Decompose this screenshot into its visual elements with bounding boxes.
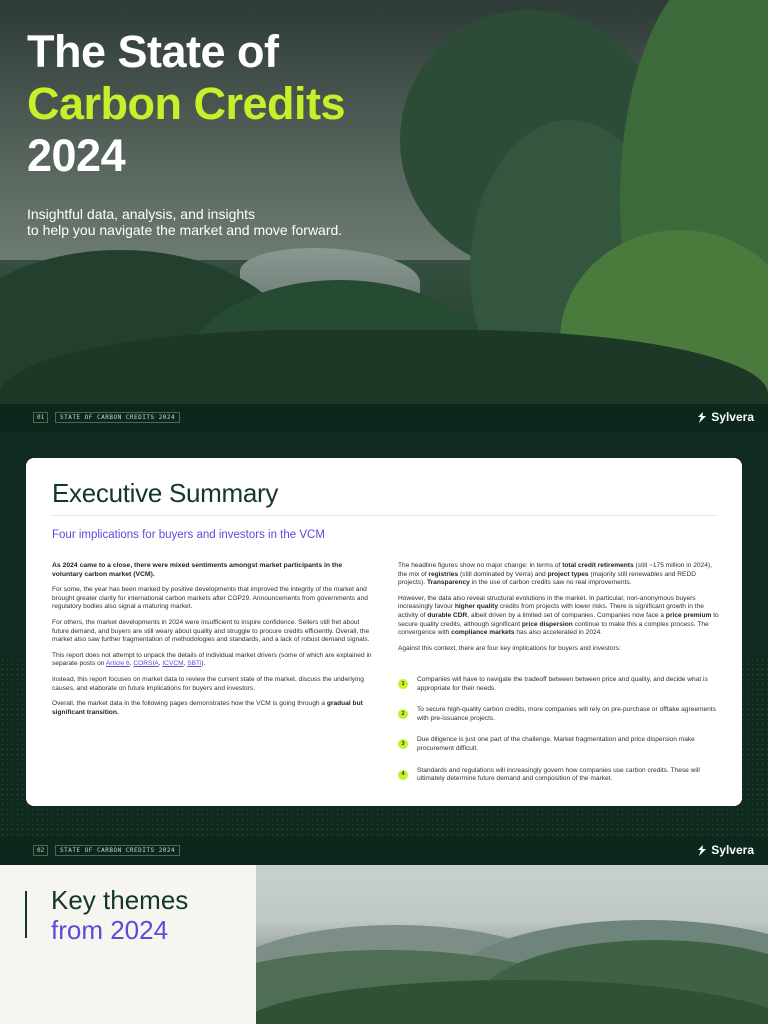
report-label: STATE OF CARBON CREDITS 2024 [55, 845, 180, 856]
implication-item [398, 706, 720, 723]
key-themes-page [0, 865, 768, 1024]
paragraph [52, 700, 372, 717]
cover-subtitle-line1: Insightful data, analysis, and insights [27, 206, 256, 222]
emphasis: gradual but significant transition. [52, 700, 363, 716]
implication-text: Due diligence is just one part of the challenge. Market fragmentation and price dispersion make procurement difficult. [417, 736, 695, 752]
text: (still dominated by Verra) and [458, 570, 548, 578]
text: This report does not attempt to unpack the details of individual market drivers (some of which are explained in separate posts on [52, 651, 372, 668]
text: has also accelerated in 2024. [514, 629, 603, 637]
brand-name: Sylvera [711, 843, 754, 857]
text: (still ~175 million in 2024), the mix of [398, 562, 712, 578]
number-badge: 3 [398, 739, 408, 749]
text: The headline figures show no major change: in terms of [398, 562, 563, 569]
page-number: 02 [33, 845, 48, 856]
executive-summary-page [0, 432, 768, 837]
brand-name: Sylvera [711, 410, 754, 424]
implication-item [398, 676, 720, 693]
cover-subtitle [27, 206, 342, 238]
page-footer-2 [0, 837, 768, 865]
page-footer-1 [0, 404, 768, 432]
emphasis: higher quality [454, 603, 499, 611]
icvcm-link[interactable]: ICVCM [162, 660, 184, 668]
summary-left-column [52, 562, 372, 724]
themes-title-line2: from 2024 [51, 915, 169, 945]
summary-title: Executive Summary [52, 478, 279, 508]
implications-list [398, 676, 720, 797]
cover-title [27, 26, 345, 182]
emphasis: compliance markets [451, 629, 515, 637]
cover-title-line2: Carbon Credits [27, 78, 346, 129]
sylvera-logo-icon [696, 844, 708, 857]
brand-logo [696, 410, 754, 424]
paragraph: This report does not attempt to unpack the details of individual market drivers (some of which are explained in separate posts on Article 6, CORSIA, ICVCM, SBTi). [52, 651, 372, 668]
summary-card [26, 458, 742, 806]
article6-link[interactable]: Article 6 [105, 660, 130, 668]
themes-title-line1: Key themes [51, 885, 189, 915]
emphasis: Transparency [426, 579, 470, 587]
paragraph: Instead, this report focuses on market data to review the current state of the market, discuss the underlying causes, and elaborate on future implications for buyers and investors. [52, 675, 364, 692]
sbti-link[interactable]: SBTi [187, 660, 202, 668]
emphasis: registries [428, 570, 459, 578]
text: continue to make this a complex process. The convergence with [398, 620, 709, 637]
cover-title-line3: 2024 [27, 130, 126, 181]
text: (majority still renewables and REDD projects). [398, 570, 696, 587]
corsia-link[interactable]: CORSIA [133, 660, 159, 668]
summary-right-column [398, 562, 720, 660]
text: ). [201, 660, 206, 668]
emphasis: project types [547, 570, 589, 578]
brand-logo [696, 843, 754, 857]
accent-bar [25, 891, 27, 938]
implication-text: To secure high-quality carbon credits, more companies will rely on pre-purchase or offtake agreements with pre-issuance projects. [417, 706, 716, 722]
page-number: 01 [33, 412, 48, 423]
number-badge: 4 [398, 770, 408, 780]
cover-title-line1: The State of [27, 26, 279, 77]
mountain-forest-photo [256, 865, 768, 1024]
paragraph: Against this context, there are four key implications for buyers and investors: [398, 644, 621, 652]
text: credits from projects with lower risks. There is significant growth in the activity of [398, 603, 704, 619]
text: , albeit driven by a limited set of companies. Companies now face a [467, 611, 666, 619]
paragraph: For others, the market developments in 2024 were insufficient to inspire confidence. Sellers still fret about future demand, and buyers are still weary about quality and struggle to procure credits efficiently. Overall, the market also saw further fragmentation of methodologies and standards, and a lack of robust demand signals. [52, 618, 370, 644]
report-label: STATE OF CARBON CREDITS 2024 [55, 412, 180, 423]
number-badge: 1 [398, 679, 408, 689]
emphasis: price premium [665, 611, 712, 619]
text: However, the data also reveal structural evolutions in the market. In particular, non-anonymous buyers increasingly favour [398, 594, 696, 611]
implication-item [398, 736, 720, 753]
implication-item [398, 767, 720, 784]
divider [52, 515, 716, 516]
implication-text: Standards and regulations will increasingly govern how companies use carbon credits. These will ultimately determine future demand and composition of the market. [417, 766, 700, 783]
sylvera-logo-icon [696, 411, 708, 424]
emphasis: price dispersion [521, 620, 573, 628]
emphasis: total credit retirements [562, 562, 634, 569]
emphasis: durable CDR [427, 611, 468, 619]
implications-heading: Four implications for buyers and investors in the VCM [52, 529, 325, 541]
lead-paragraph: As 2024 came to a close, there were mixed sentiments amongst market participants in the voluntary carbon market (VCM). [52, 562, 343, 578]
implication-text: Companies will have to navigate the tradeoff between between price and quality, and decide what is appropriate for their needs. [417, 676, 708, 692]
themes-title [51, 885, 188, 945]
text: to secure quality credits, although significant [398, 611, 719, 628]
paragraph: For some, the year has been marked by positive developments that improved the integrity of the market and brought greater clarity for international carbon markets after COP29. Announcements from governments and regulatory bodies also signal a maturing market. [52, 586, 368, 611]
paragraph [398, 595, 720, 638]
number-badge: 2 [398, 709, 408, 719]
cover-page [0, 0, 768, 404]
cover-subtitle-line2: to help you navigate the market and move forward. [27, 222, 343, 238]
themes-title-panel [0, 865, 256, 1024]
text: in the use of carbon credits saw no real improvements. [469, 579, 632, 587]
text: Overall, the market data in the following pages demonstrates how the VCM is going through a [52, 700, 327, 708]
paragraph [398, 562, 720, 588]
